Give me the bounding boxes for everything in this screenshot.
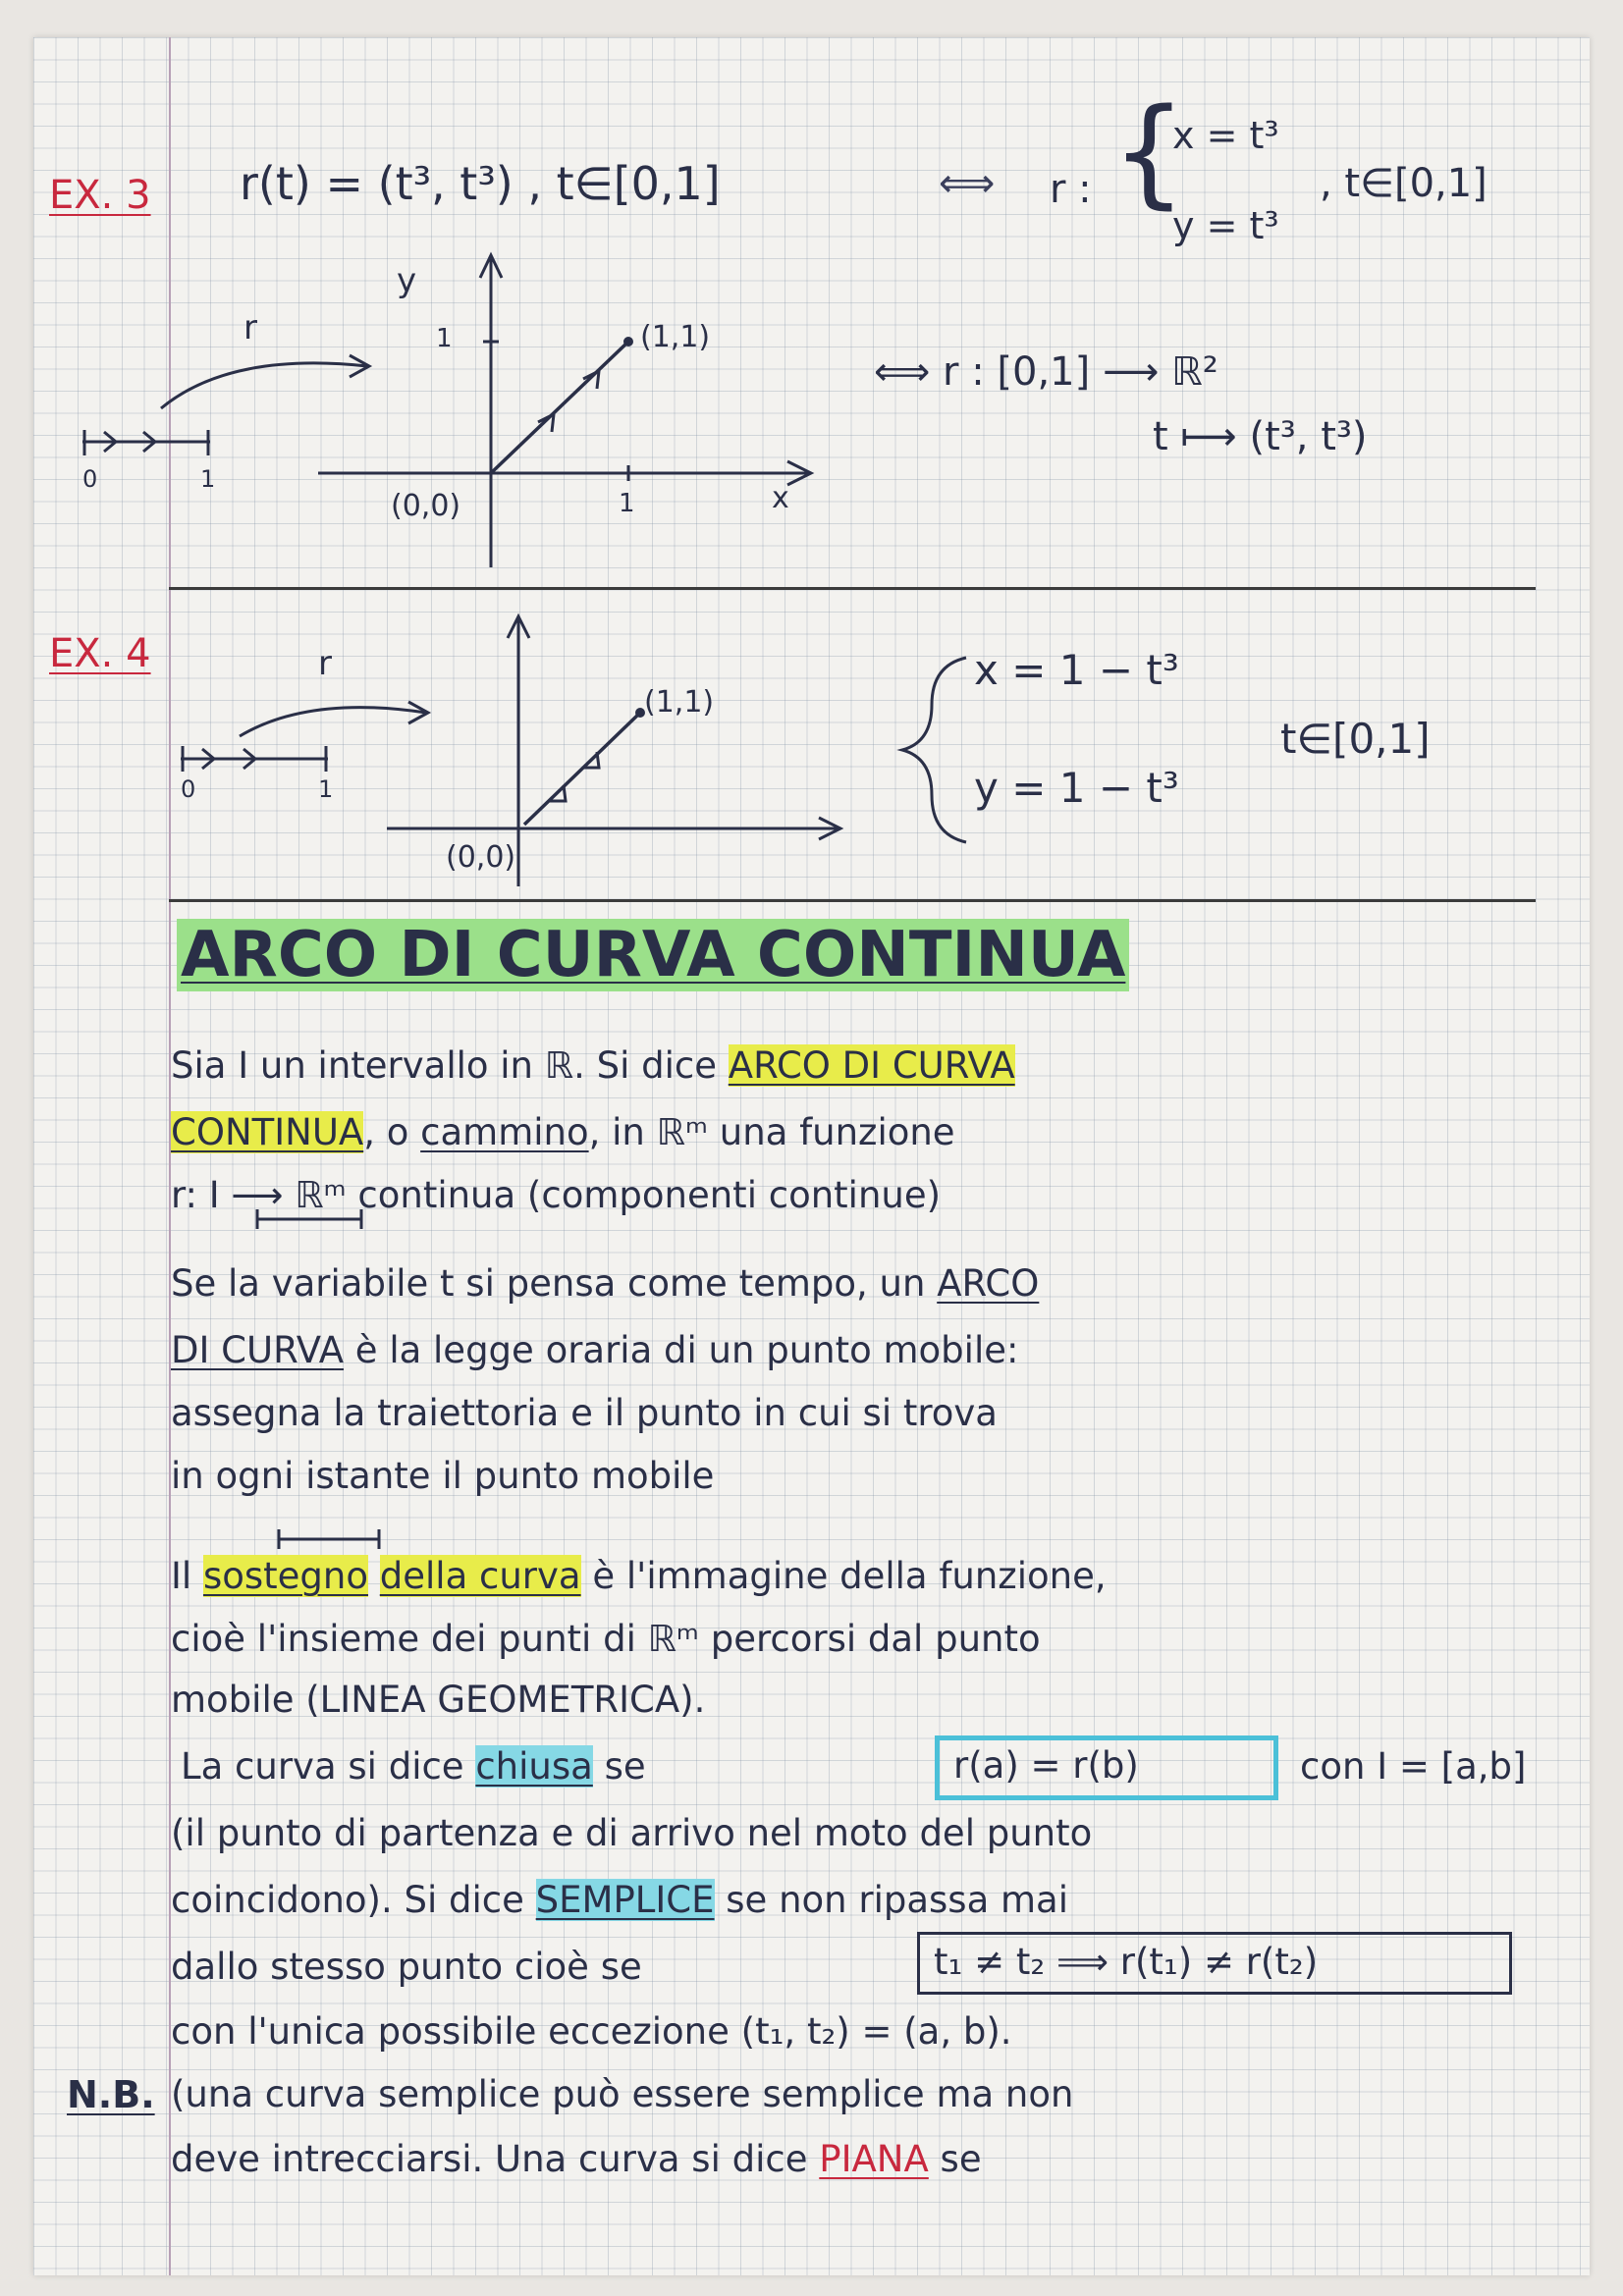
divider-1 <box>169 587 1536 590</box>
p4-line1: La curva si dice chiusa se <box>181 1745 646 1788</box>
ex3-r-label: r <box>243 308 257 347</box>
ex4-curve <box>524 713 640 825</box>
simple-condition: t₁ ≠ t₂ ⟹ r(t₁) ≠ r(t₂) <box>934 1941 1319 1983</box>
p4-line3: coincidono). Si dice SEMPLICE se non ripassa mai <box>171 1879 1069 1921</box>
ex3-system-prefix: r : <box>1050 167 1092 212</box>
ex3-y-tick-label: 1 <box>436 324 453 353</box>
term-arco-di-curva: ARCO DI CURVA <box>728 1044 1015 1087</box>
closed-condition: r(a) = r(b) <box>953 1744 1139 1787</box>
ex3-x-tick-label: 1 <box>619 489 635 518</box>
p3-line3: mobile (LINEA GEOMETRICA). <box>171 1679 706 1721</box>
ex3-interval-start: 0 <box>82 465 98 493</box>
closed-condition-box <box>935 1735 1278 1800</box>
simple-condition-box <box>917 1932 1512 1995</box>
p4-line4: dallo stesso punto cioè se <box>171 1946 642 1988</box>
ex4-interval-start: 0 <box>181 775 196 803</box>
ex3-point-label: (1,1) <box>640 320 711 354</box>
ex4-interval-end: 1 <box>318 775 334 803</box>
ex3-x-label: x <box>772 481 789 515</box>
ex3-curve <box>491 342 628 473</box>
notebook-page <box>33 37 1590 2275</box>
ex3-equiv-arrow: ⟺ <box>939 161 996 206</box>
p1-line1: Sia I un intervallo in ℝ. Si dice ARCO DI CURVA <box>171 1044 1015 1087</box>
ex3-formula: r(t) = (t³, t³) , t∈[0,1] <box>240 157 721 210</box>
ex3-system-x: x = t³ <box>1172 114 1279 157</box>
ex3-map-line1: ⟺ r : [0,1] ⟶ ℝ² <box>874 349 1218 395</box>
ex3-map-arrow <box>161 363 367 408</box>
term-chiusa: chiusa <box>475 1745 593 1788</box>
p2-line1: Se la variabile t si pensa come tempo, un ARCO <box>171 1262 1040 1305</box>
p1-line3: r: I ⟶ ℝᵐ continua (componenti continue) <box>171 1174 942 1216</box>
term-semplice: SEMPLICE <box>535 1879 715 1921</box>
ex4-system-y: y = 1 − t³ <box>974 764 1179 812</box>
term-cammino: cammino <box>420 1111 589 1153</box>
term-arco: ARCO <box>937 1262 1040 1305</box>
ex3-map-line2: t ⟼ (t³, t³) <box>1153 414 1368 459</box>
ex3-system-y: y = t³ <box>1172 204 1279 247</box>
p4-line5: con l'unica possibile eccezione (t₁, t₂) = (a, b). <box>171 2010 1012 2053</box>
ex3-system-domain: , t∈[0,1] <box>1320 161 1488 206</box>
ex3-origin-label: (0,0) <box>391 489 461 523</box>
ex4-domain: t∈[0,1] <box>1280 715 1431 763</box>
p2-line4: in ogni istante il punto mobile <box>171 1455 715 1497</box>
ex4-system-x: x = 1 − t³ <box>974 646 1179 694</box>
ex3-curve-arrow-2 <box>583 371 599 389</box>
divider-2 <box>169 899 1536 902</box>
p4-interval: con I = [a,b] <box>1300 1745 1527 1788</box>
p4-line2: (il punto di partenza e di arrivo nel moto del punto <box>171 1812 1093 1854</box>
ex4-point-label: (1,1) <box>644 685 715 720</box>
ex4-origin-label: (0,0) <box>446 840 516 875</box>
term-sostegno: sostegno <box>202 1555 368 1597</box>
p2-line2: DI CURVA è la legge oraria di un punto mobile: <box>171 1329 1019 1371</box>
ex3-curve-arrow-1 <box>538 414 554 432</box>
section-title: ARCO DI CURVA CONTINUA <box>177 919 1129 991</box>
ex4-label: EX. 4 <box>49 631 151 676</box>
ex4-brace <box>902 658 966 842</box>
ex4-map-arrow <box>240 708 426 736</box>
p3-line2: cioè l'insieme dei punti di ℝᵐ percorsi dal punto <box>171 1618 1041 1660</box>
ex4-r-label: r <box>318 644 332 683</box>
ex3-brace: { <box>1111 84 1187 221</box>
term-della-curva: della curva <box>379 1555 581 1597</box>
ex3-interval-end: 1 <box>200 465 216 493</box>
nb-label: N.B. <box>67 2073 155 2116</box>
ex3-point <box>623 337 633 347</box>
term-di-curva: DI CURVA <box>171 1329 345 1371</box>
p1-line2: CONTINUA, o cammino, in ℝᵐ una funzione <box>171 1111 955 1153</box>
term-piana: PIANA <box>819 2138 929 2180</box>
nb-line2: deve intrecciarsi. Una curva si dice PIANA se <box>171 2138 982 2180</box>
p3-line1: Il sostegno della curva è l'immagine della funzione, <box>171 1555 1107 1597</box>
ex3-y-label: y <box>397 261 417 300</box>
p2-line3: assegna la traiettoria e il punto in cui si trova <box>171 1392 998 1434</box>
nb-line1: (una curva semplice può essere semplice ma non <box>171 2073 1074 2115</box>
ex3-label: EX. 3 <box>49 173 151 218</box>
term-continua: CONTINUA <box>171 1111 364 1153</box>
